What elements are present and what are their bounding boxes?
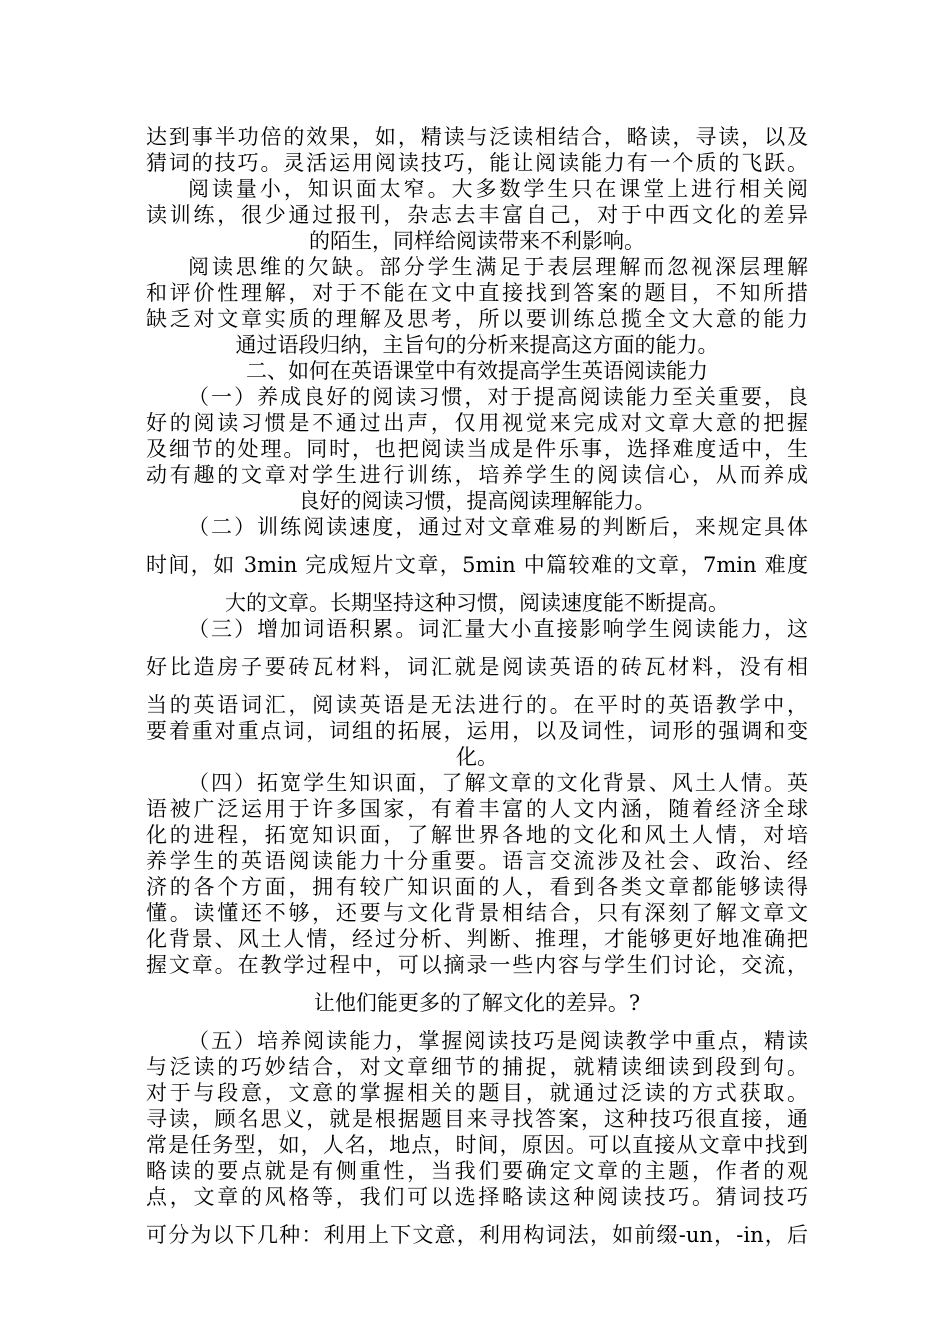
text-line: 养学生的英语阅读能力十分重要。语言交流涉及社会、政治、经 — [146, 849, 808, 873]
text-line: 当的英语词汇，阅读英语是无法进行的。在平时的英语教学中， — [146, 693, 808, 717]
section-heading: 二、如何在英语课堂中有效提高学生英语阅读能力 — [246, 359, 708, 383]
text-line: （一）养成良好的阅读习惯，对于提高阅读能力至关重要，良 — [188, 385, 808, 409]
text-line: 化。 — [456, 745, 498, 769]
text-line: 缺乏对文章实质的理解及思考，所以要训练总揽全文大意的能力 — [146, 307, 808, 331]
text-line: 让他们能更多的了解文化的差异。? — [313, 991, 641, 1015]
text-line: 要着重对重点词，词组的拓展，运用，以及词性，词形的强调和变 — [146, 719, 808, 743]
text-line: 动有趣的文章对学生进行训练，培养学生的阅读信心，从而养成 — [146, 463, 808, 487]
text-line: 读训练，很少通过报刊，杂志去丰富自己，对于中西文化的差异 — [146, 203, 808, 227]
text-line: 大的文章。长期坚持这种习惯，阅读速度能不断提高。 — [225, 591, 729, 615]
text-line: 握文章。在教学过程中，可以摘录一些内容与学生们讨论，交流， — [146, 953, 808, 977]
text-line: 点，文章的风格等，我们可以选择略读这种阅读技巧。猜词技巧 — [146, 1185, 808, 1209]
text-line: 阅读思维的欠缺。部分学生满足于表层理解而忽视深层理解 — [188, 255, 808, 279]
text-line: 语被广泛运用于许多国家，有着丰富的人文内涵，随着经济全球 — [146, 797, 808, 821]
text-line: 通过语段归纳，主旨句的分析来提高这方面的能力。 — [235, 333, 719, 357]
text-line: 济的各个方面，拥有较广知识面的人，看到各类文章都能够读得 — [146, 875, 808, 899]
text-line: 达到事半功倍的效果，如，精读与泛读相结合，略读，寻读，以及 — [146, 125, 808, 149]
text-line: 可分为以下几种：利用上下文意，利用构词法，如前缀-un，-in，后 — [146, 1223, 808, 1247]
text-line: 阅读量小，知识面太窄。大多数学生只在课堂上进行相关阅 — [188, 177, 808, 201]
text-line: 猜词的技巧。灵活运用阅读技巧，能让阅读能力有一个质的飞跃。 — [146, 151, 808, 175]
text-line: 化的进程，拓宽知识面，了解世界各地的文化和风土人情，对培 — [146, 823, 808, 847]
text-line: 化背景、风土人情，经过分析、判断、推理，才能够更好地准确把 — [146, 927, 808, 951]
text-line: 良好的阅读习惯，提高阅读理解能力。 — [298, 489, 656, 513]
text-line: 略读的要点就是有侧重性，当我们要确定文章的主题，作者的观 — [146, 1159, 808, 1183]
text-line: 及细节的处理。同时，也把阅读当成是件乐事，选择难度适中，生 — [146, 437, 808, 461]
text-line: 懂。读懂还不够，还要与文化背景相结合，只有深刻了解文章文 — [146, 901, 808, 925]
text-line: 时间，如 3min 完成短片文章，5min 中篇较难的文章，7min 难度 — [146, 553, 808, 577]
text-line: 的陌生，同样给阅读带来不利影响。 — [309, 229, 645, 253]
text-line: 好的阅读习惯是不通过出声，仅用视觉来完成对文章大意的把握 — [146, 411, 808, 435]
text-line: 好比造房子要砖瓦材料，词汇就是阅读英语的砖瓦材料，没有相 — [146, 655, 808, 679]
text-line: 与泛读的巧妙结合，对文章细节的捕捉，就精读细读到段到句。 — [146, 1055, 808, 1079]
text-line: （五）培养阅读能力，掌握阅读技巧是阅读教学中重点，精读 — [188, 1029, 808, 1053]
text-line: （三）增加词语积累。词汇量大小直接影响学生阅读能力，这 — [188, 617, 808, 641]
text-line: 常是任务型，如，人名，地点，时间，原因。可以直接从文章中找到 — [146, 1133, 808, 1157]
text-line: 寻读，顾名思义，就是根据题目来寻找答案，这种技巧很直接，通 — [146, 1107, 808, 1131]
text-line: 和评价性理解，对于不能在文中直接找到答案的题目，不知所措 — [146, 281, 808, 305]
text-line: 对于与段意，文意的掌握相关的题目，就通过泛读的方式获取。 — [146, 1081, 808, 1105]
text-line: （二）训练阅读速度，通过对文章难易的判断后，来规定具体 — [188, 515, 808, 539]
text-line: （四）拓宽学生知识面，了解文章的文化背景、风土人情。英 — [188, 771, 808, 795]
